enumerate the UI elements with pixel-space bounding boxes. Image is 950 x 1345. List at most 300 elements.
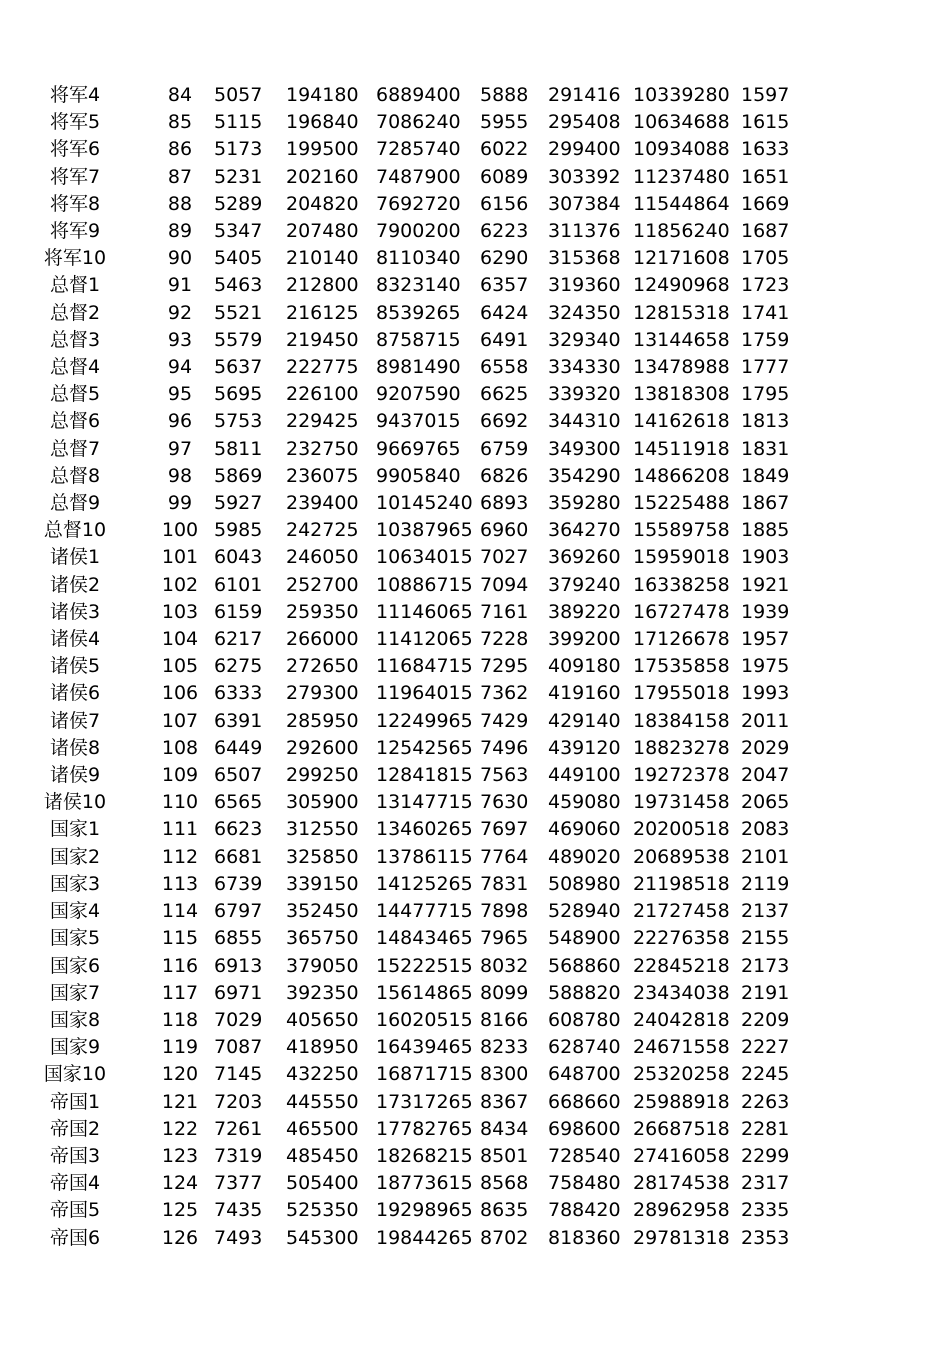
value-cell: 628740 [548,1036,621,1059]
table-row [0,1061,801,1088]
value-cell: 299250 [286,764,359,787]
value-cell: 8981490 [376,356,461,379]
value-cell: 16439465 [376,1036,473,1059]
value-cell: 2317 [741,1172,790,1195]
value-cell: 319360 [548,274,621,297]
value-cell: 1831 [741,437,790,460]
value-cell: 28174538 [633,1172,730,1195]
table-row [0,544,801,571]
value-cell: 6101 [214,573,263,596]
value-cell: 26687518 [633,1117,730,1140]
value-cell: 2263 [741,1090,790,1113]
value-cell: 11146065 [376,600,473,623]
table-row [0,953,801,980]
rank-label-cell: 总督7 [49,437,101,460]
table-row [0,218,801,245]
value-cell: 114 [161,900,199,923]
value-cell: 22845218 [633,954,730,977]
value-cell: 295408 [548,111,621,134]
value-cell: 104 [161,628,199,651]
rank-label-cell: 国家7 [49,981,101,1004]
value-cell: 14511918 [633,437,730,460]
value-cell: 7697 [480,818,529,841]
value-cell: 409180 [548,655,621,678]
value-cell: 8635 [480,1199,529,1222]
value-cell: 2299 [741,1144,790,1167]
value-cell: 6565 [214,791,263,814]
rank-label-cell: 帝国4 [49,1172,101,1195]
rank-label-cell: 总督4 [49,356,101,379]
value-cell: 698600 [548,1117,621,1140]
value-cell: 2047 [741,764,790,787]
table-row [0,762,801,789]
value-cell: 11964015 [376,682,473,705]
table-row [0,816,801,843]
table-row [0,354,801,381]
table-row [0,327,801,354]
value-cell: 6913 [214,954,263,977]
value-cell: 16020515 [376,1008,473,1031]
value-cell: 23434038 [633,981,730,1004]
value-cell: 12841815 [376,764,473,787]
rank-label-cell: 将军10 [43,247,107,270]
value-cell: 359280 [548,492,621,515]
value-cell: 194180 [286,84,359,106]
value-cell: 219450 [286,328,359,351]
value-cell: 8501 [480,1144,529,1167]
value-cell: 110 [161,791,199,814]
value-cell: 818360 [548,1226,621,1249]
value-cell: 315368 [548,247,621,270]
value-cell: 2209 [741,1008,790,1031]
value-cell: 15959018 [633,546,730,569]
value-cell: 226100 [286,383,359,406]
value-cell: 7228 [480,628,529,651]
table-row [0,1007,801,1034]
value-cell: 758480 [548,1172,621,1195]
value-cell: 19298965 [376,1199,473,1222]
value-cell: 7898 [480,900,529,923]
value-cell: 1777 [741,356,790,379]
value-cell: 10634688 [633,111,730,134]
value-cell: 86 [167,138,193,161]
rank-label-cell: 诸侯2 [49,573,101,596]
value-cell: 2065 [741,791,790,814]
value-cell: 6357 [480,274,529,297]
value-cell: 548900 [548,927,621,950]
value-cell: 113 [161,872,199,895]
value-cell: 329340 [548,328,621,351]
table-row [0,1143,801,1170]
value-cell: 1669 [741,192,790,215]
value-cell: 24671558 [633,1036,730,1059]
value-cell: 588820 [548,981,621,1004]
value-cell: 8099 [480,981,529,1004]
value-cell: 93 [167,328,193,351]
value-cell: 5289 [214,192,263,215]
value-cell: 389220 [548,600,621,623]
value-cell: 106 [161,682,199,705]
value-cell: 239400 [286,492,359,515]
value-cell: 18384158 [633,709,730,732]
table-row [0,1116,801,1143]
value-cell: 1705 [741,247,790,270]
value-cell: 7027 [480,546,529,569]
value-cell: 210140 [286,247,359,270]
table-row [0,925,801,952]
value-cell: 2245 [741,1063,790,1086]
value-cell: 7965 [480,927,529,950]
value-cell: 5869 [214,464,263,487]
value-cell: 1849 [741,464,790,487]
value-cell: 7493 [214,1226,263,1249]
rank-label-cell: 将军8 [49,192,101,215]
rank-label-cell: 诸侯7 [49,709,101,732]
value-cell: 352450 [286,900,359,923]
value-cell: 6022 [480,138,529,161]
value-cell: 94 [167,356,193,379]
value-cell: 608780 [548,1008,621,1031]
value-cell: 5753 [214,410,263,433]
value-cell: 334330 [548,356,621,379]
value-cell: 11544864 [633,192,730,215]
value-cell: 207480 [286,220,359,243]
value-cell: 10886715 [376,573,473,596]
table-body [0,82,801,1252]
table-row [0,109,801,136]
value-cell: 2191 [741,981,790,1004]
value-cell: 1597 [741,84,790,106]
table-row [0,898,801,925]
value-cell: 6971 [214,981,263,1004]
value-cell: 10934088 [633,138,730,161]
value-cell: 6089 [480,165,529,188]
value-cell: 5955 [480,111,529,134]
rank-label-cell: 将军4 [49,84,101,106]
value-cell: 122 [161,1117,199,1140]
value-cell: 7900200 [376,220,461,243]
value-cell: 105 [161,655,199,678]
table-row [0,1034,801,1061]
value-cell: 8367 [480,1090,529,1113]
value-cell: 229425 [286,410,359,433]
value-cell: 6491 [480,328,529,351]
value-cell: 1975 [741,655,790,678]
value-cell: 5888 [480,84,529,106]
value-cell: 14162618 [633,410,730,433]
table-row [0,82,801,109]
rank-label-cell: 总督3 [49,328,101,351]
value-cell: 12171608 [633,247,730,270]
value-cell: 7094 [480,573,529,596]
value-cell: 17782765 [376,1117,473,1140]
value-cell: 365750 [286,927,359,950]
table-row [0,300,801,327]
rank-label-cell: 诸侯9 [49,764,101,787]
value-cell: 7429 [480,709,529,732]
value-cell: 5463 [214,274,263,297]
value-cell: 7496 [480,736,529,759]
value-cell: 7086240 [376,111,461,134]
value-cell: 6507 [214,764,263,787]
value-cell: 13786115 [376,845,473,868]
value-cell: 12249965 [376,709,473,732]
value-cell: 25988918 [633,1090,730,1113]
value-cell: 311376 [548,220,621,243]
value-cell: 272650 [286,655,359,678]
value-cell: 18268215 [376,1144,473,1167]
table-row [0,680,801,707]
value-cell: 13147715 [376,791,473,814]
table-row [0,572,801,599]
value-cell: 6739 [214,872,263,895]
rank-label-cell: 诸侯10 [43,791,107,814]
value-cell: 18773615 [376,1172,473,1195]
value-cell: 5985 [214,519,263,542]
rank-label-cell: 帝国2 [49,1117,101,1140]
value-cell: 100 [161,519,199,542]
value-cell: 545300 [286,1226,359,1249]
value-cell: 12490968 [633,274,730,297]
value-cell: 7362 [480,682,529,705]
rank-label-cell: 总督9 [49,492,101,515]
value-cell: 98 [167,464,193,487]
rank-label-cell: 国家10 [43,1063,107,1086]
value-cell: 6290 [480,247,529,270]
value-cell: 20689538 [633,845,730,868]
value-cell: 2083 [741,818,790,841]
value-cell: 508980 [548,872,621,895]
value-cell: 2281 [741,1117,790,1140]
value-cell: 485450 [286,1144,359,1167]
value-cell: 1885 [741,519,790,542]
value-cell: 11237480 [633,165,730,188]
value-cell: 5347 [214,220,263,243]
value-cell: 6223 [480,220,529,243]
value-cell: 7377 [214,1172,263,1195]
value-cell: 5173 [214,138,263,161]
value-cell: 115 [161,927,199,950]
value-cell: 2353 [741,1226,790,1249]
table-row [0,408,801,435]
table-row [0,599,801,626]
value-cell: 5695 [214,383,263,406]
value-cell: 10387965 [376,519,473,542]
value-cell: 528940 [548,900,621,923]
value-cell: 1741 [741,301,790,324]
value-cell: 7831 [480,872,529,895]
value-cell: 108 [161,736,199,759]
rank-label-cell: 诸侯8 [49,736,101,759]
value-cell: 668660 [548,1090,621,1113]
value-cell: 1651 [741,165,790,188]
value-cell: 19844265 [376,1226,473,1249]
value-cell: 2227 [741,1036,790,1059]
value-cell: 419160 [548,682,621,705]
value-cell: 12815318 [633,301,730,324]
rank-label-cell: 总督6 [49,410,101,433]
value-cell: 111 [161,818,199,841]
value-cell: 6333 [214,682,263,705]
value-cell: 6855 [214,927,263,950]
value-cell: 16727478 [633,600,730,623]
value-cell: 8233 [480,1036,529,1059]
value-cell: 449100 [548,764,621,787]
value-cell: 439120 [548,736,621,759]
value-cell: 1633 [741,138,790,161]
value-cell: 10145240 [376,492,473,515]
rank-label-cell: 国家8 [49,1008,101,1031]
value-cell: 222775 [286,356,359,379]
value-cell: 232750 [286,437,359,460]
value-cell: 2137 [741,900,790,923]
value-cell: 339150 [286,872,359,895]
value-cell: 15614865 [376,981,473,1004]
value-cell: 7145 [214,1063,263,1086]
value-cell: 1813 [741,410,790,433]
value-cell: 25320258 [633,1063,730,1086]
rank-label-cell: 国家1 [49,818,101,841]
table-row [0,136,801,163]
value-cell: 6159 [214,600,263,623]
table-row [0,1089,801,1116]
value-cell: 369260 [548,546,621,569]
value-cell: 2173 [741,954,790,977]
value-cell: 125 [161,1199,199,1222]
value-cell: 202160 [286,165,359,188]
value-cell: 6156 [480,192,529,215]
value-cell: 469060 [548,818,621,841]
value-cell: 1687 [741,220,790,243]
value-cell: 10339280 [633,84,730,106]
value-cell: 6826 [480,464,529,487]
value-cell: 291416 [548,84,621,106]
value-cell: 1993 [741,682,790,705]
table-row [0,1170,801,1197]
table-row [0,381,801,408]
value-cell: 1921 [741,573,790,596]
rank-label-cell: 总督5 [49,383,101,406]
rank-label-cell: 帝国1 [49,1090,101,1113]
value-cell: 489020 [548,845,621,868]
value-cell: 18823278 [633,736,730,759]
value-cell: 6217 [214,628,263,651]
table-row [0,871,801,898]
value-cell: 120 [161,1063,199,1086]
value-cell: 7630 [480,791,529,814]
value-cell: 9207590 [376,383,461,406]
rank-label-cell: 国家6 [49,954,101,977]
value-cell: 7029 [214,1008,263,1031]
value-cell: 212800 [286,274,359,297]
value-cell: 8539265 [376,301,461,324]
value-cell: 14866208 [633,464,730,487]
value-cell: 101 [161,546,199,569]
rank-label-cell: 国家3 [49,872,101,895]
value-cell: 788420 [548,1199,621,1222]
value-cell: 17126678 [633,628,730,651]
value-cell: 196840 [286,111,359,134]
rank-label-cell: 将军5 [49,111,101,134]
value-cell: 5057 [214,84,263,106]
value-cell: 6625 [480,383,529,406]
value-cell: 7261 [214,1117,263,1140]
value-cell: 1795 [741,383,790,406]
value-cell: 429140 [548,709,621,732]
value-cell: 379050 [286,954,359,977]
value-cell: 21727458 [633,900,730,923]
value-cell: 112 [161,845,199,868]
value-cell: 364270 [548,519,621,542]
value-cell: 354290 [548,464,621,487]
value-cell: 459080 [548,791,621,814]
value-cell: 6893 [480,492,529,515]
rank-label-cell: 诸侯4 [49,628,101,651]
value-cell: 6043 [214,546,263,569]
value-cell: 252700 [286,573,359,596]
table-row [0,980,801,1007]
rank-label-cell: 将军6 [49,138,101,161]
table-row [0,626,801,653]
table-row [0,517,801,544]
value-cell: 339320 [548,383,621,406]
rank-label-cell: 国家5 [49,927,101,950]
value-cell: 5521 [214,301,263,324]
value-cell: 109 [161,764,199,787]
value-cell: 259350 [286,600,359,623]
value-cell: 28962958 [633,1199,730,1222]
value-cell: 10634015 [376,546,473,569]
value-cell: 5927 [214,492,263,515]
value-cell: 15225488 [633,492,730,515]
value-cell: 7161 [480,600,529,623]
value-cell: 2155 [741,927,790,950]
value-cell: 285950 [286,709,359,732]
value-cell: 6449 [214,736,263,759]
value-cell: 236075 [286,464,359,487]
value-cell: 90 [167,247,193,270]
rank-label-cell: 诸侯1 [49,546,101,569]
rank-label-cell: 将军7 [49,165,101,188]
value-cell: 1759 [741,328,790,351]
value-cell: 6960 [480,519,529,542]
value-cell: 6558 [480,356,529,379]
value-cell: 95 [167,383,193,406]
value-cell: 107 [161,709,199,732]
rank-label-cell: 总督10 [43,519,107,542]
value-cell: 266000 [286,628,359,651]
value-cell: 117 [161,981,199,1004]
value-cell: 8434 [480,1117,529,1140]
value-cell: 2101 [741,845,790,868]
value-cell: 7764 [480,845,529,868]
value-cell: 6424 [480,301,529,324]
table-row [0,463,801,490]
value-cell: 1867 [741,492,790,515]
value-cell: 5637 [214,356,263,379]
value-cell: 7295 [480,655,529,678]
value-cell: 445550 [286,1090,359,1113]
value-cell: 7087 [214,1036,263,1059]
table-row [0,245,801,272]
value-cell: 97 [167,437,193,460]
value-cell: 16338258 [633,573,730,596]
value-cell: 728540 [548,1144,621,1167]
value-cell: 307384 [548,192,621,215]
value-cell: 418950 [286,1036,359,1059]
value-cell: 103 [161,600,199,623]
value-cell: 7203 [214,1090,263,1113]
